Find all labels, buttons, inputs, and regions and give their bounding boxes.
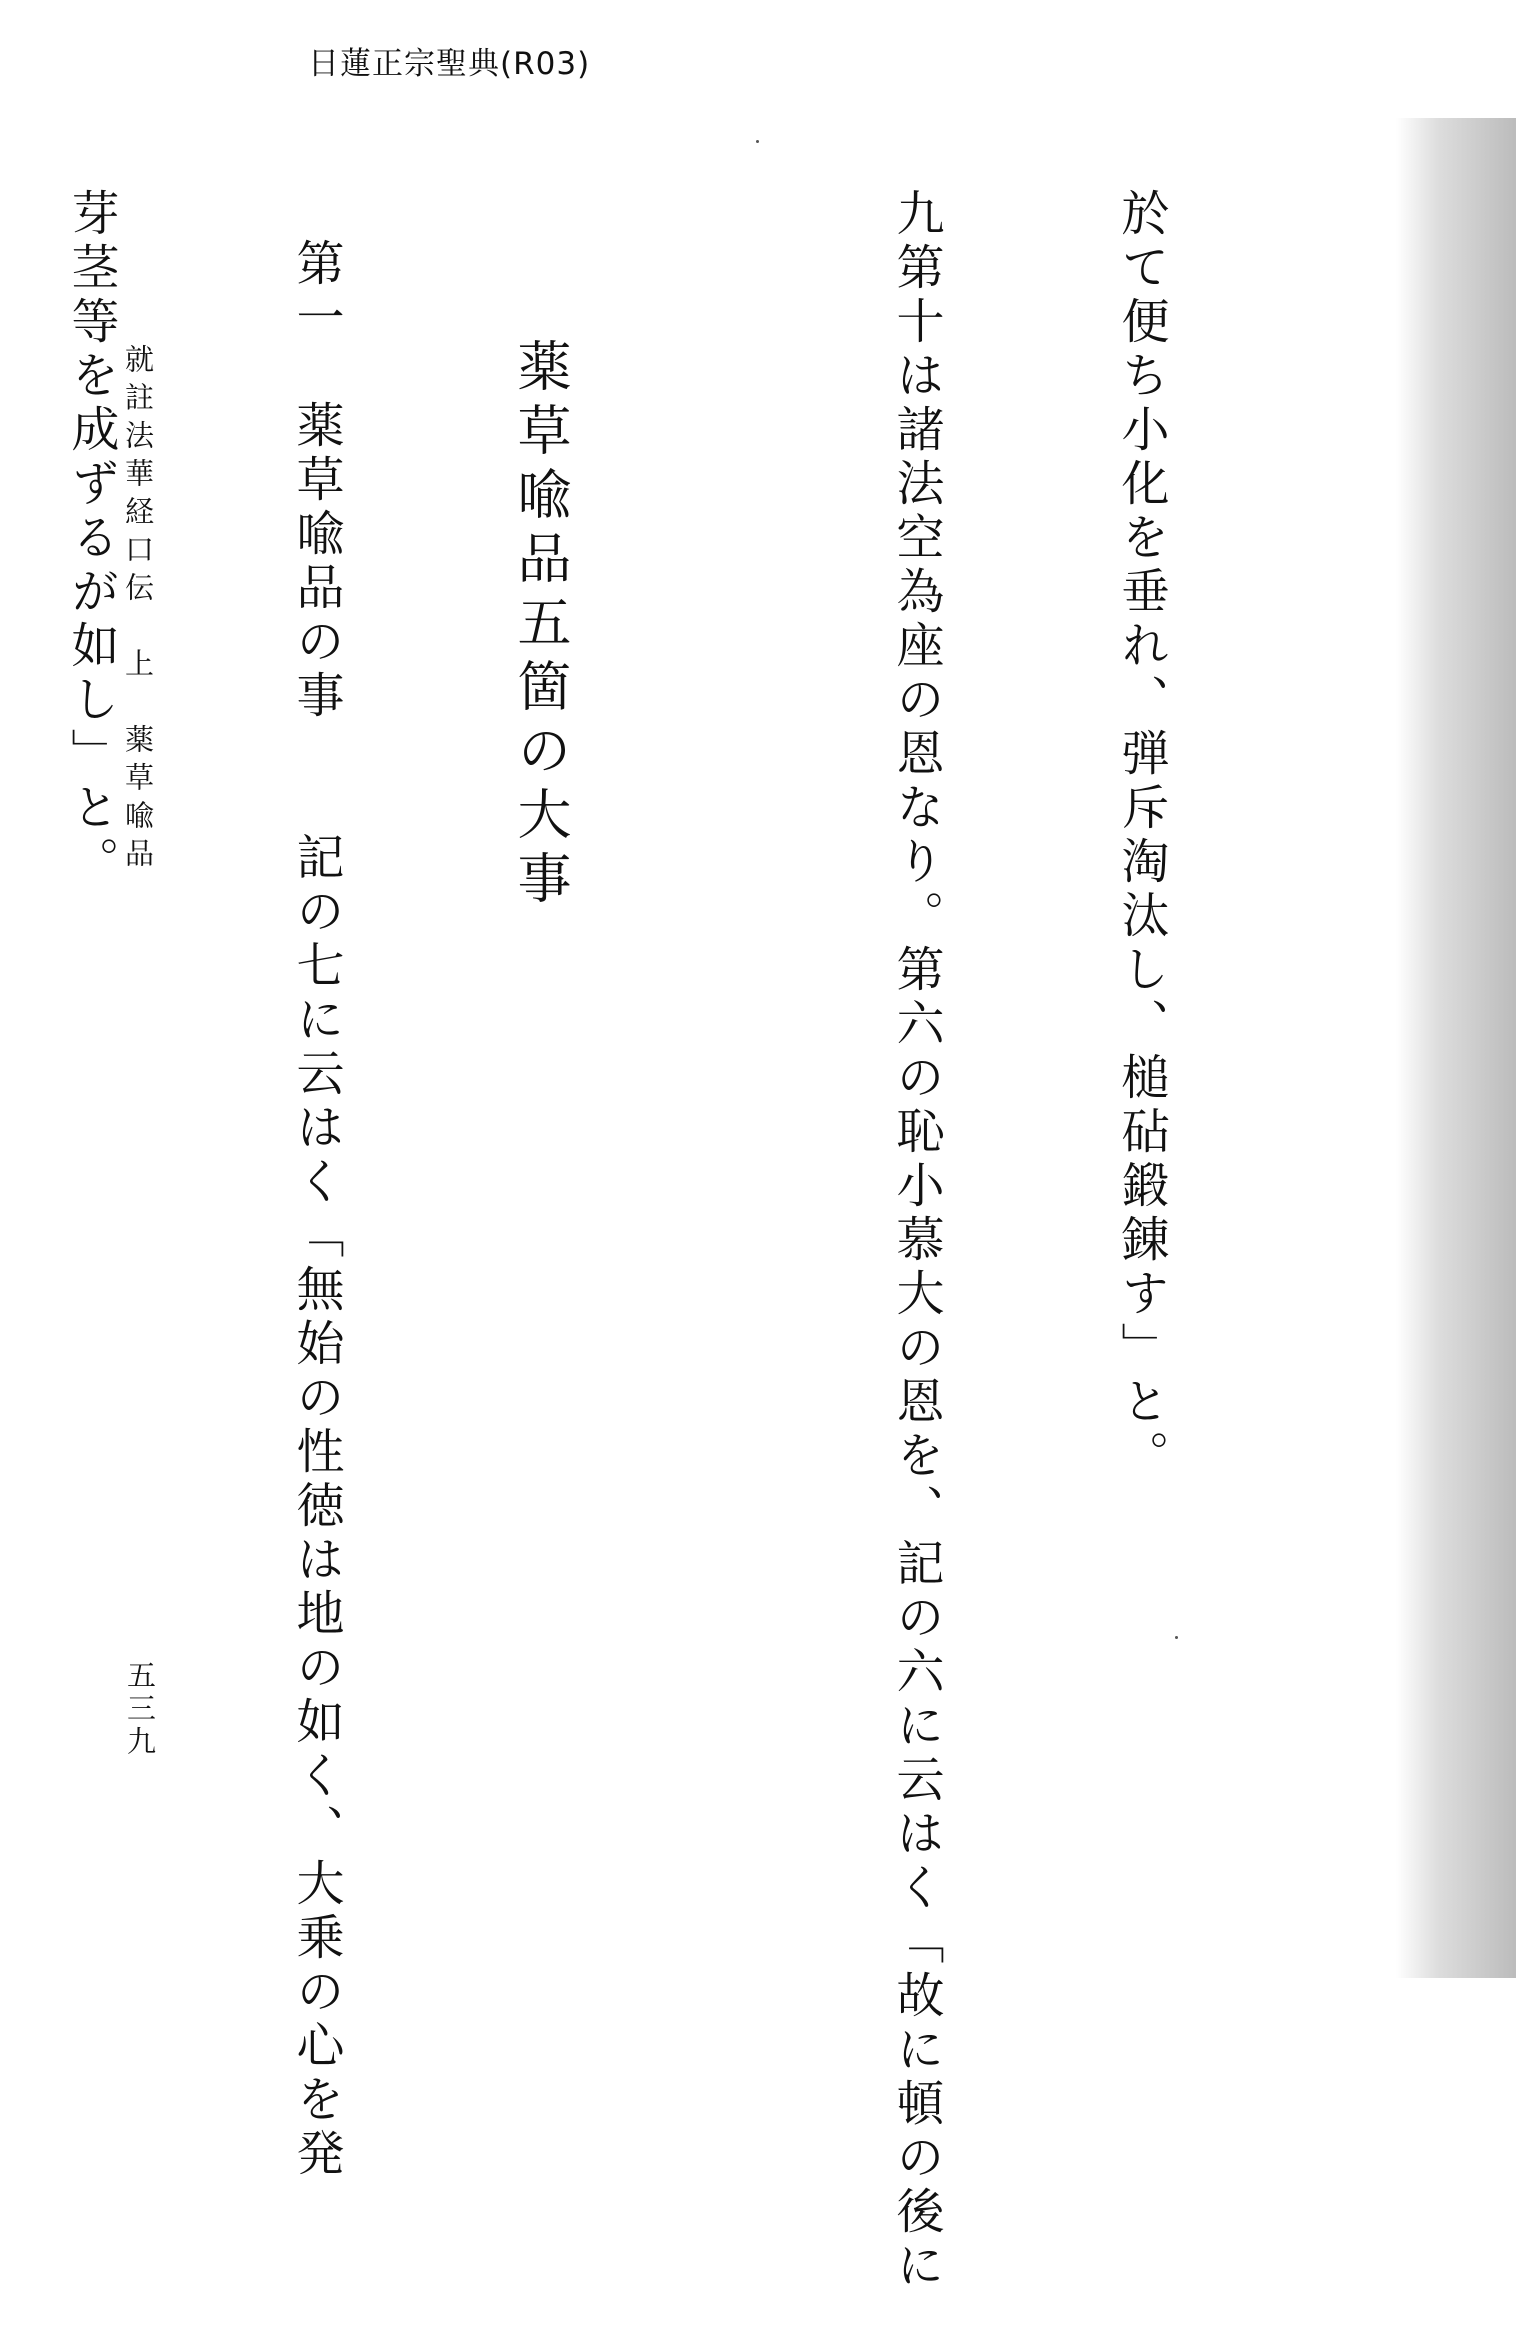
scan-speck bbox=[756, 140, 759, 143]
text-line: 芽茎等を成ずるが如し」と。 bbox=[63, 188, 119, 890]
body-text bbox=[0, 188, 1328, 2294]
text-line: 於て便ち小化を垂れ、弾斥淘汰し、槌砧鍛錬す」と。 bbox=[1113, 188, 1169, 1484]
page-header: 日蓮正宗聖典(R03) bbox=[308, 46, 591, 82]
scan-speck bbox=[1175, 1636, 1178, 1639]
running-title: 就註法華経口伝 上 薬草喩品 bbox=[121, 344, 155, 876]
text-line: 九第十は諸法空為座の恩なり。第六の恥小慕大の恩を、記の六に云はく「故に頓の後に bbox=[888, 188, 944, 2294]
section-title: 第一 薬草喩品の事 記の七に云はく「無始の性徳は地の如く、大乗の心を発 bbox=[288, 238, 344, 2182]
chapter-heading: 薬草喩品五箇の大事 bbox=[509, 338, 572, 914]
page-number: 五三九 bbox=[123, 1660, 157, 1759]
scan-edge-shadow bbox=[1396, 118, 1516, 1978]
